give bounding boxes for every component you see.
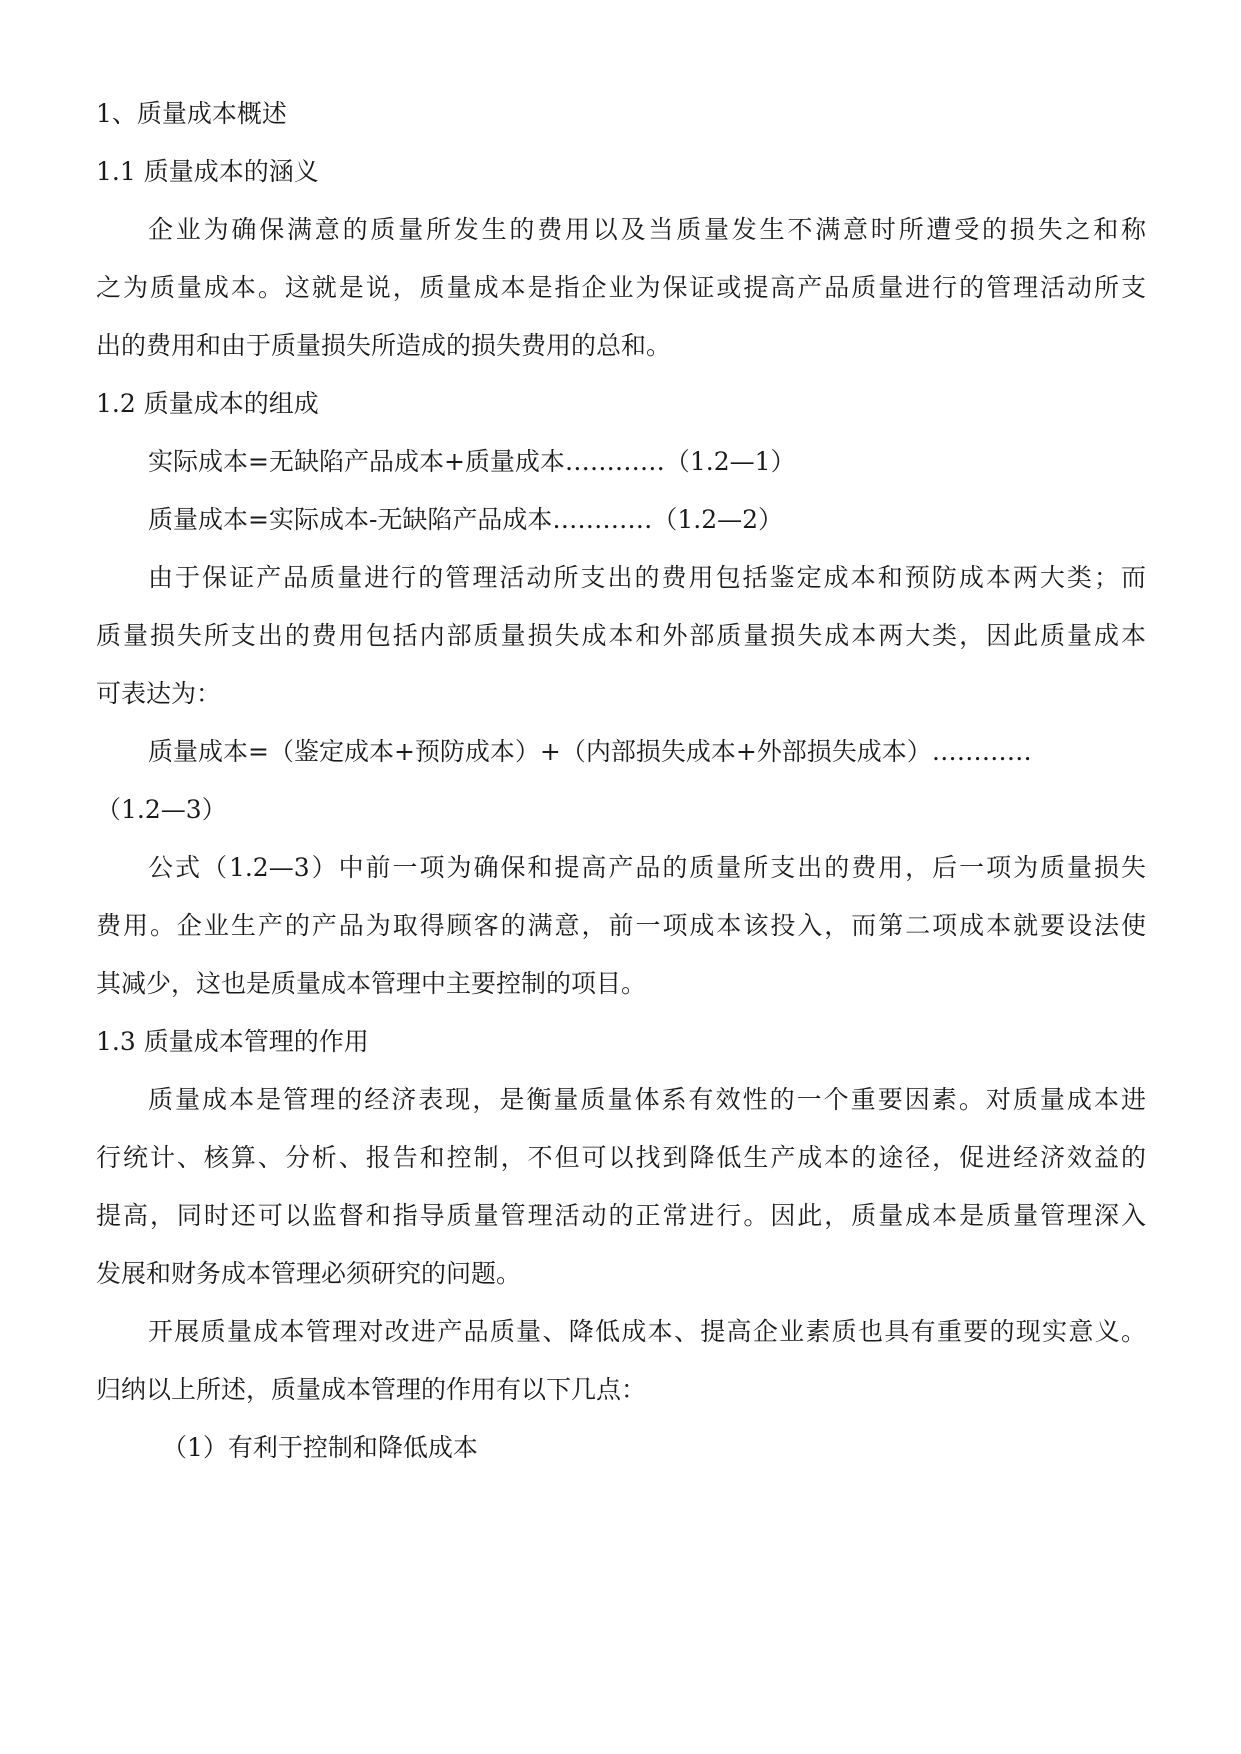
- paragraph-line: 费用。企业生产的产品为取得顾客的满意，前一项成本该投入，而第二项成本就要设法使: [96, 911, 1146, 940]
- formula-line: 实际成本=无缺陷产品成本+质量成本…………（1.2—1）: [148, 447, 796, 476]
- paragraph-line: 质量损失所支出的费用包括内部质量损失成本和外部质量损失成本两大类，因此质量成本: [96, 621, 1146, 650]
- paragraph-line: 行统计、核算、分析、报告和控制，不但可以找到降低生产成本的途径，促进经济效益的: [96, 1143, 1146, 1172]
- paragraph-line: 可表达为：: [96, 679, 222, 708]
- subsection-heading-1-1: 1.1 质量成本的涵义: [96, 157, 319, 186]
- list-item: （1）有利于控制和降低成本: [162, 1433, 478, 1462]
- paragraph-line: 质量成本是管理的经济表现，是衡量质量体系有效性的一个重要因素。对质量成本进: [148, 1085, 1146, 1114]
- formula-line: 质量成本=（鉴定成本+预防成本）+（内部损失成本+外部损失成本）…………: [148, 737, 1032, 766]
- paragraph-line: 由于保证产品质量进行的管理活动所支出的费用包括鉴定成本和预防成本两大类；而: [148, 563, 1146, 592]
- formula-number: （1.2—3）: [96, 795, 227, 824]
- paragraph-line: 企业为确保满意的质量所发生的费用以及当质量发生不满意时所遭受的损失之和称: [148, 215, 1146, 244]
- subsection-heading-1-2: 1.2 质量成本的组成: [96, 389, 319, 418]
- section-heading-1: 1、质量成本概述: [96, 99, 287, 128]
- paragraph-line: 提高，同时还可以监督和指导质量管理活动的正常进行。因此，质量成本是质量管理深入: [96, 1201, 1146, 1230]
- subsection-heading-1-3: 1.3 质量成本管理的作用: [96, 1027, 369, 1056]
- paragraph-line: 其减少，这也是质量成本管理中主要控制的项目。: [96, 969, 647, 998]
- paragraph-line: 之为质量成本。这就是说，质量成本是指企业为保证或提高产品质量进行的管理活动所支: [96, 273, 1146, 302]
- paragraph-line: 归纳以上所述，质量成本管理的作用有以下几点：: [96, 1375, 647, 1404]
- formula-line: 质量成本=实际成本-无缺陷产品成本…………（1.2—2）: [148, 505, 784, 534]
- paragraph-line: 发展和财务成本管理必须研究的问题。: [96, 1259, 522, 1288]
- document-body: [96, 85, 1146, 1477]
- paragraph-line: 开展质量成本管理对改进产品质量、降低成本、提高企业素质也具有重要的现实意义。: [148, 1317, 1146, 1346]
- paragraph-line: 出的费用和由于质量损失所造成的损失费用的总和。: [96, 331, 672, 360]
- paragraph-line: 公式（1.2—3）中前一项为确保和提高产品的质量所支出的费用，后一项为质量损失: [148, 853, 1146, 882]
